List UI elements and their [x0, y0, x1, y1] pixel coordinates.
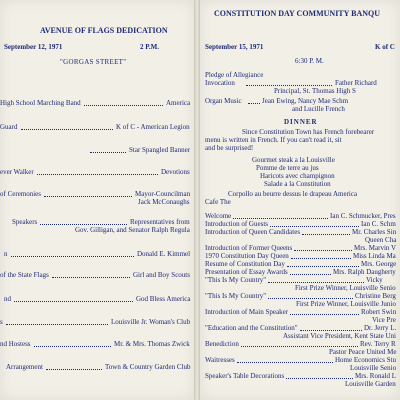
right-row-waitresses-leader	[237, 362, 333, 363]
left-program-location: "GORGAS STREET"	[60, 58, 127, 66]
left-row-arrangement-value: Town & Country Garden Club	[105, 363, 191, 371]
invocation-title: Principal, St. Thomas High S	[274, 87, 356, 95]
menu-item: Pomme de terre au jus	[256, 164, 319, 172]
right-row-decorations-value: Mrs. Ronald L	[355, 372, 397, 380]
left-row-ceremonies-leader	[44, 196, 132, 197]
dinner-intro-line: and be surprised!	[205, 144, 254, 152]
left-program-date: September 12, 1971	[4, 43, 63, 51]
dinner-intro-line: menu is written in French. If you can't read it, sit	[205, 136, 342, 144]
right-row-decorations-label: Speaker's Table Decorations	[205, 372, 285, 380]
dinner-intro-line: Since Constitution Town has French forebearer	[242, 128, 375, 136]
menu-item: Salade a la Constitution	[264, 180, 331, 188]
right-row-guests-label: Introduction of Guests	[205, 220, 268, 228]
left-row-hostess-value: Mr. & Mrs. Thomas Zwick	[114, 340, 190, 348]
left-row-flags-leader	[52, 277, 130, 278]
left-row-god-bless-label: nd	[4, 295, 11, 303]
left-program-page	[0, 0, 194, 400]
organ-label: Organ Music	[205, 97, 242, 105]
right-row-decorations-wrap-0: Louisville Garden	[345, 380, 396, 388]
left-program-title: AVENUE OF FLAGS DEDICATION	[40, 26, 168, 35]
left-row-anthem-leader	[90, 152, 126, 153]
right-row-decorations-leader	[286, 378, 353, 379]
right-row-welcome-label: Welcome	[205, 212, 232, 220]
right-row-queen-candidates-wrap-0: Queen Cha	[365, 236, 397, 244]
left-row-ceremonies-value: Mayor-Councilman	[135, 190, 191, 198]
right-row-my-country-label: "This Is My Country"	[205, 276, 267, 284]
left-row-kimmel-label: n	[4, 250, 8, 258]
invocation-label: Invocation	[205, 79, 235, 87]
right-row-waitresses-value: Home Economics Stu	[335, 356, 397, 364]
dinner-heading: DINNER	[284, 118, 318, 126]
right-row-essay-awards-value: Mrs. Ralph Daugherty	[333, 268, 396, 276]
right-row-benediction-label: Benediction	[205, 340, 239, 348]
left-row-flags-label: of the State Flags	[0, 271, 49, 279]
right-row-my-country-2-label: "This Is My Country"	[205, 292, 267, 300]
right-program-time: 6:30 P. M.	[295, 57, 324, 65]
left-row-guard-value: K of C - American Legion	[116, 123, 190, 131]
right-row-my-country-2-wrap-0: First Prize Winner, Louisville Junio	[296, 300, 396, 308]
right-row-resume-value: Mrs. George	[361, 260, 397, 268]
right-row-education-wrap-0: Assistant Vice President, Kent State Uni	[283, 332, 396, 340]
right-row-queen-candidates-value: Mr. Charles Sin	[352, 228, 397, 236]
right-row-benediction-leader	[241, 346, 358, 347]
right-row-1970-queen-value: Miss Linda Ma	[353, 252, 396, 260]
left-row-guard-leader	[21, 129, 113, 130]
left-row-flags-value: Girl and Boy Scouts	[133, 271, 190, 279]
organ-value: Jean Ewing, Nancy Mae Schm	[262, 97, 349, 105]
left-row-hostess-label: nd Hostess	[0, 340, 31, 348]
left-row-walker-value: Devotions	[161, 168, 190, 176]
right-row-queen-candidates-label: Introduction of Queen Candidates	[205, 228, 301, 236]
right-row-main-speaker-label: Introduction of Main Speaker	[205, 308, 289, 316]
right-row-main-speaker-wrap-0: Vice Pre	[372, 316, 396, 324]
right-row-essay-awards-label: Presentation of Essay Awards	[205, 268, 288, 276]
left-row-speakers-label: Speakers	[12, 218, 38, 226]
right-row-waitresses-label: Waitresses	[205, 356, 235, 364]
right-row-my-country-leader	[268, 282, 364, 283]
right-row-guests-value: Ian C. Schm	[361, 220, 396, 228]
right-row-essay-awards-leader	[290, 274, 331, 275]
left-row-arrangement-leader	[46, 369, 102, 370]
right-row-education-label: "Education and the Constitution"	[205, 324, 298, 332]
right-row-queen-candidates-leader	[302, 234, 350, 235]
left-row-hostess-leader	[34, 346, 111, 347]
right-program-sponsor: K of C	[375, 43, 395, 51]
right-row-education-value: Dr. Jerry L.	[364, 324, 397, 332]
right-row-former-queens-leader	[294, 250, 352, 251]
right-row-resume-label: Resume of Constitution Day	[205, 260, 285, 268]
left-row-band-value: America	[166, 99, 191, 107]
invocation-name: Father Richard	[335, 79, 377, 87]
left-row-womans-club-label: s	[0, 318, 3, 326]
right-row-benediction-value: Rev. Terry R	[360, 340, 396, 348]
left-row-kimmel-value: Donald E. Kimmel	[137, 250, 191, 258]
right-row-main-speaker-leader	[290, 314, 359, 315]
left-row-ceremonies-label: of Ceremonies	[0, 190, 42, 198]
left-row-walker-label: ever Walker	[0, 168, 34, 176]
right-row-welcome-leader	[233, 218, 328, 219]
left-row-god-bless-value: God Bless America	[136, 295, 191, 303]
pledge-line: Pledge of Allegiance	[205, 71, 264, 79]
organ-leader	[248, 103, 260, 104]
right-row-benediction-wrap-0: Pastor Peace United Me	[329, 348, 397, 356]
left-row-speakers-wrap-0: Gov. Gilligan, and Senator Ralph Regula	[75, 226, 190, 234]
right-program-date: September 15, 1971	[205, 43, 264, 51]
menu-item: Gourmet steak a la Louisville	[252, 156, 335, 164]
left-row-band-leader	[84, 105, 163, 106]
right-row-resume-leader	[287, 266, 359, 267]
right-row-my-country-wrap-0: First Prize Winner, Louisville Senio	[295, 284, 396, 292]
right-row-1970-queen-label: 1970 Constitution Day Queen	[205, 252, 289, 260]
menu-item: Haricots avec champignon	[260, 172, 335, 180]
left-row-ceremonies-wrap-0: Jack McConaughs	[138, 198, 190, 206]
left-program-time: 2 P.M.	[140, 43, 159, 51]
right-row-waitresses-wrap-0: Louisville Senio	[350, 364, 397, 372]
right-row-main-speaker-value: Robert Swin	[361, 308, 397, 316]
left-row-anthem-value: Star Spangled Banner	[129, 146, 191, 154]
right-row-my-country-2-value: Christine Berg	[355, 292, 396, 300]
left-row-guard-label: Guard	[0, 123, 18, 131]
left-row-kimmel-leader	[11, 256, 134, 257]
right-row-welcome-value: Ian C. Schmucker, Pres	[330, 212, 396, 220]
right-row-former-queens-value: Mrs. Marvin V	[354, 244, 397, 252]
right-row-my-country-value: Vicky	[366, 276, 383, 284]
right-row-former-queens-label: Introduction of Former Queens	[205, 244, 293, 252]
right-program-page	[200, 0, 400, 400]
right-row-1970-queen-leader	[291, 258, 351, 259]
left-row-womans-club-leader	[6, 324, 108, 325]
left-row-speakers-value: Representatives from	[130, 218, 190, 226]
left-row-arrangement-label: Arrangement	[6, 363, 43, 371]
dessert-line: Cafe The	[205, 198, 231, 206]
organ-wrap: and Lucille French	[292, 105, 345, 113]
right-row-guests-leader	[270, 226, 359, 227]
right-row-education-leader	[300, 330, 362, 331]
dessert-line: Corpollo au beurre dessus le drapeau America	[228, 190, 358, 198]
left-row-band-label: High School Marching Band	[0, 99, 81, 107]
left-row-walker-leader	[37, 174, 158, 175]
left-row-god-bless-leader	[14, 301, 133, 302]
right-program-title: CONSTITUTION DAY COMMUNITY BANQU	[214, 9, 381, 18]
invocation-leader	[246, 85, 332, 86]
right-row-my-country-2-leader	[268, 298, 353, 299]
left-row-speakers-leader	[40, 224, 127, 225]
left-row-womans-club-value: Louisville Jr. Woman's Club	[111, 318, 191, 326]
